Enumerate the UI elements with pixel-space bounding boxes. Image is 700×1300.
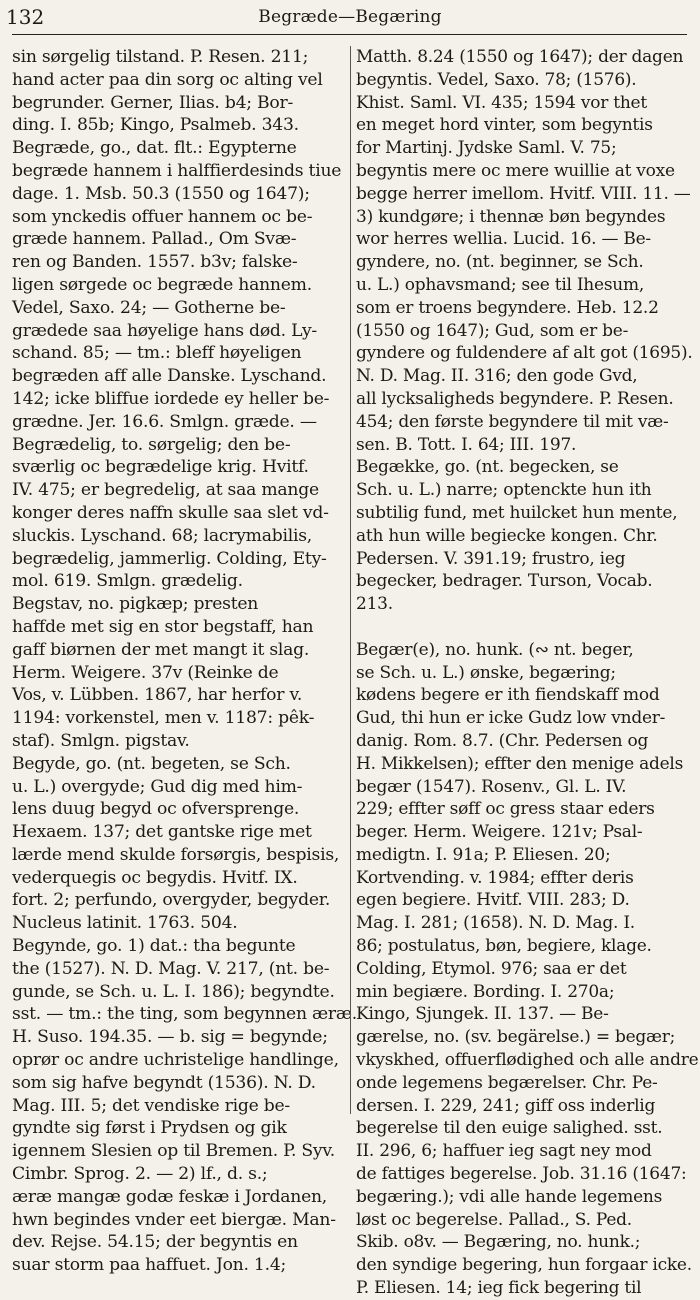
left-column (12, 46, 357, 1276)
text-line: æræ mangæ godæ feskæ i Jordanen, (12, 1186, 328, 1207)
text-line: begge herrer imellom. Hvitf. VIII. 11. — (356, 183, 691, 204)
text-line: løst oc begerelse. Pallad., S. Ped. (356, 1209, 632, 1230)
text-line: se Sch. u. L.) ønske, begæring; (356, 662, 616, 683)
page-header (0, 0, 700, 36)
text-line: 1194: vorkenstel, men v. 1187: pêk- (12, 708, 315, 729)
text-line: 454; den første begyndere til mit væ- (356, 411, 669, 432)
text-line: Begynde, go. 1) dat.: tha begunte (12, 936, 296, 957)
text-line: de fattiges begerelse. Job. 31.16 (1647: (356, 1164, 687, 1185)
text-line: grædne. Jer. 16.6. Smlgn. græde. — (12, 411, 317, 432)
text-line: II. 296, 6; haffuer ieg sagt ney mod (356, 1141, 652, 1162)
text-line: Mag. I. 281; (1658). N. D. Mag. I. (356, 913, 635, 934)
text-line: fort. 2; perfundo, overgyder, begyder. (12, 890, 331, 911)
text-line: haffde met sig en stor begstaff, han (12, 616, 314, 637)
text-line: begær (1547). Rosenv., Gl. L. IV. (356, 776, 627, 797)
text-line: egen begiere. Hvitf. VIII. 283; D. (356, 890, 630, 911)
text-line: Kingo, Sjungek. II. 137. — Be- (356, 1004, 609, 1025)
text-line (356, 616, 691, 639)
text-line: vkyskhed, offuerflødighed och alle andre (356, 1050, 699, 1071)
text-line: ren og Banden. 1557. b3v; falske- (12, 252, 298, 273)
text-line: dage. 1. Msb. 50.3 (1550 og 1647); (12, 183, 310, 204)
text-line: for Martinj. Jydske Saml. V. 75; (356, 138, 617, 159)
text-line: Colding, Etymol. 976; saa er det (356, 958, 627, 979)
text-line: begrædelig, jammerlig. Colding, Ety- (12, 548, 327, 569)
text-line: Mag. III. 5; det vendiske rige be- (12, 1095, 290, 1116)
text-line: kødens begere er ith fiendskaff mod (356, 685, 660, 706)
running-head: Begræde—Begæring (258, 7, 442, 27)
text-line: all lycksaligheds begyndere. P. Resen. (356, 388, 674, 409)
text-line: gyndere, no. (nt. beginner, se Sch. (356, 252, 644, 273)
text-line: Skib. o8v. — Begæring, no. hunk.; (356, 1232, 641, 1253)
text-line: Sch. u. L.) narre; optenckte hun ith (356, 480, 652, 501)
text-line: wor herres wellia. Lucid. 16. — Be- (356, 229, 651, 250)
text-line: u. L.) ophavsmand; see til Ihesum, (356, 274, 645, 295)
text-line: H. Suso. 194.35. — b. sig = begynde; (12, 1027, 328, 1048)
text-line: suar storm paa haffuet. Jon. 1.4; (12, 1255, 287, 1276)
text-line: N. D. Mag. II. 316; den gode Gvd, (356, 366, 638, 387)
page-number: 132 (6, 5, 45, 29)
text-line: H. Mikkelsen); effter den menige adels (356, 753, 684, 774)
text-line: gyndte sig først i Prydsen og gik (12, 1118, 287, 1139)
text-line: 142; icke bliffue iordede ey heller be- (12, 388, 330, 409)
text-line: begæring.); vdi alle hande legemens (356, 1186, 663, 1207)
text-line: igennem Slesien op til Bremen. P. Syv. (12, 1141, 335, 1162)
text-line: 86; postulatus, bøn, begiere, klage. (356, 936, 652, 957)
text-line: medigtn. I. 91a; P. Eliesen. 20; (356, 844, 611, 865)
text-line: danig. Rom. 8.7. (Chr. Pedersen og (356, 730, 649, 751)
text-line: 3) kundgøre; i thennæ bøn begyndes (356, 206, 666, 227)
text-line: som ynckedis offuer hannem oc be- (12, 206, 313, 227)
text-line: mol. 619. Smlgn. grædelig. (12, 571, 243, 592)
text-line: IV. 475; er begredelig, at saa mange (12, 480, 319, 501)
text-line: konger deres naffn skulle saa slet vd- (12, 502, 329, 523)
text-line: Pedersen. V. 391.19; frustro, ieg (356, 548, 626, 569)
text-line: gunde, se Sch. u. L. I. 186); begyndte. (12, 981, 335, 1002)
text-line: Vos, v. Lübben. 1867, har herfor v. (12, 685, 303, 706)
text-line: the (1527). N. D. Mag. V. 217, (nt. be- (12, 958, 330, 979)
text-line: gærelse, no. (sv. begärelse.) = begær; (356, 1027, 676, 1048)
text-line: Begræde, go., dat. flt.: Egypterne (12, 138, 297, 159)
text-line: oprør oc andre uchristelige handlinge, (12, 1050, 339, 1071)
header-rule (12, 34, 687, 35)
text-line: onde legemens begærelser. Chr. Pe- (356, 1072, 658, 1093)
text-line: Nucleus latinit. 1763. 504. (12, 913, 238, 934)
text-line: Kortvending. v. 1984; effter deris (356, 867, 634, 888)
text-line: gyndere og fuldendere af alt got (1695). (356, 343, 693, 364)
text-line: vederquegis oc begydis. Hvitf. IX. (12, 867, 298, 888)
text-line: beger. Herm. Weigere. 121v; Psal- (356, 822, 643, 843)
right-column (356, 46, 699, 1299)
text-line: Begække, go. (nt. begecken, se (356, 457, 619, 478)
text-line: sen. B. Tott. I. 64; III. 197. (356, 434, 577, 455)
text-line: den syndige begering, hun forgaar icke. (356, 1255, 692, 1276)
text-line: Begrædelig, to. sørgelig; den be- (12, 434, 291, 455)
text-line: dev. Rejse. 54.15; der begyntis en (12, 1232, 298, 1253)
text-line: begyntis. Vedel, Saxo. 78; (1576). (356, 69, 637, 90)
text-line: Matth. 8.24 (1550 og 1647); der dagen (356, 47, 684, 67)
text-line: gaff biørnen der met mangt it slag. (12, 639, 310, 660)
text-line: lens duug begyd oc ofversprenge. (12, 799, 300, 820)
text-line: 213. (356, 594, 393, 615)
text-line: begyntis mere oc mere wuillie at voxe (356, 160, 675, 181)
text-line: Gud, thi hun er icke Gudz low vnder- (356, 708, 666, 729)
text-line: staf). Smlgn. pigstav. (12, 730, 190, 751)
text-line: Hexaem. 137; det gantske rige met (12, 822, 312, 843)
text-line: lærde mend skulde forsørgis, bespisis, (12, 844, 340, 865)
text-line: Begær(e), no. hunk. (∾ nt. beger, (356, 639, 634, 660)
text-line: Cimbr. Sprog. 2. — 2) lf., d. s.; (12, 1164, 268, 1185)
text-line: græde hannem. Pallad., Om Svæ- (12, 229, 297, 250)
text-line: Herm. Weigere. 37v (Reinke de (12, 662, 279, 683)
text-line: sst. — tm.: the ting, som begynnen æræ. (12, 1004, 357, 1025)
text-line: sværlig oc begrædelige krig. Hvitf. (12, 457, 309, 478)
text-line: subtilig fund, met huilcket hun mente, (356, 502, 678, 523)
text-line: min begiære. Bording. I. 270a; (356, 981, 615, 1002)
text-line: u. L.) overgyde; Gud dig med him- (12, 776, 303, 797)
text-line: (1550 og 1647); Gud, som er be- (356, 320, 629, 341)
text-line: som er troens begyndere. Heb. 12.2 (356, 297, 659, 318)
text-line: begræde hannem i halffierdesinds tiue (12, 160, 342, 181)
text-line: begerelse til den euige salighed. sst. (356, 1118, 663, 1139)
text-line: Khist. Saml. VI. 435; 1594 vor thet (356, 92, 647, 113)
text-line: ath hun wille begiecke kongen. Chr. (356, 525, 658, 546)
text-line: hand acter paa din sorg oc alting vel (12, 69, 323, 90)
text-line: Vedel, Saxo. 24; — Gotherne be- (12, 297, 286, 318)
text-line: en meget hord vinter, som begyntis (356, 115, 653, 136)
text-line: schand. 85; — tm.: bleff høyeligen (12, 343, 302, 364)
text-line: P. Eliesen. 14; ieg fick begering til (356, 1278, 642, 1299)
column-divider (350, 46, 351, 1114)
text-line: grædede saa høyelige hans død. Ly- (12, 320, 317, 341)
text-line: sluckis. Lyschand. 68; lacrymabilis, (12, 525, 312, 546)
text-line: sin sørgelig tilstand. P. Resen. 211; (12, 47, 309, 67)
text-line: ding. I. 85b; Kingo, Psalmeb. 343. (12, 115, 299, 136)
text-line: begecker, bedrager. Turson, Vocab. (356, 571, 653, 592)
text-line: som sig hafve begyndt (1536). N. D. (12, 1072, 316, 1093)
text-line: ligen sørgede oc begræde hannem. (12, 274, 312, 295)
text-line: begrunder. Gerner, Ilias. b4; Bor- (12, 92, 294, 113)
text-line: begræden aff alle Danske. Lyschand. (12, 366, 327, 387)
text-line: Begstav, no. pigkæp; presten (12, 594, 259, 615)
text-line: 229; effter søff oc gress staar eders (356, 799, 655, 820)
text-line: Begyde, go. (nt. begeten, se Sch. (12, 753, 291, 774)
text-line: dersen. I. 229, 241; giff oss inderlig (356, 1095, 656, 1116)
text-line: hwn begindes vnder eet biergæ. Man- (12, 1209, 336, 1230)
